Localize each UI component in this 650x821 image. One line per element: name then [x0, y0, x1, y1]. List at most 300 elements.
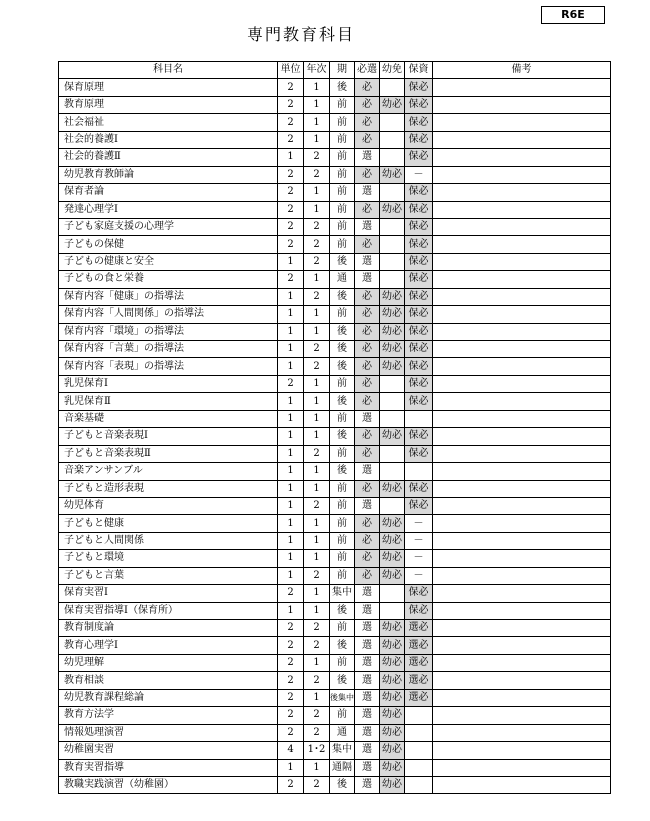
cell-required-elective: 必	[355, 236, 380, 253]
cell-required-elective: 選	[355, 585, 380, 602]
cell-remarks	[433, 166, 611, 183]
table-row	[59, 341, 611, 358]
header-year: 年次	[304, 62, 330, 79]
cell-required-elective: 選	[355, 410, 380, 427]
cell-kindergarten-license: 幼必	[380, 201, 405, 218]
cell-year: 1	[304, 306, 330, 323]
cell-kindergarten-license	[380, 114, 405, 131]
cell-kindergarten-license	[380, 79, 405, 96]
header-term: 期	[330, 62, 355, 79]
cell-required-elective: 選	[355, 253, 380, 270]
table-row	[59, 306, 611, 323]
cell-course-name: 幼児教育課程総論	[59, 689, 278, 706]
cell-credits: 2	[278, 201, 304, 218]
cell-course-name: 保育者論	[59, 184, 278, 201]
cell-kindergarten-license: 幼必	[380, 166, 405, 183]
cell-remarks	[433, 445, 611, 462]
cell-kindergarten-license: 幼必	[380, 323, 405, 340]
cell-required-elective: 選	[355, 689, 380, 706]
cell-kindergarten-license: 幼必	[380, 428, 405, 445]
table-row	[59, 236, 611, 253]
table-row	[59, 79, 611, 96]
cell-nursery-qualification: 保必	[405, 218, 433, 235]
cell-kindergarten-license	[380, 131, 405, 148]
table-row	[59, 672, 611, 689]
cell-course-name: 社会福祉	[59, 114, 278, 131]
cell-nursery-qualification: 保必	[405, 201, 433, 218]
cell-course-name: 子どもと音楽表現Ⅱ	[59, 445, 278, 462]
cell-remarks	[433, 759, 611, 776]
cell-kindergarten-license	[380, 253, 405, 270]
cell-kindergarten-license: 幼必	[380, 341, 405, 358]
cell-required-elective: 必	[355, 341, 380, 358]
table-row	[59, 288, 611, 305]
header-row	[59, 62, 611, 79]
cell-course-name: 保育内容「健康」の指導法	[59, 288, 278, 305]
cell-remarks	[433, 654, 611, 671]
cell-course-name: 教職実践演習（幼稚園）	[59, 776, 278, 793]
cell-nursery-qualification: －	[405, 166, 433, 183]
cell-kindergarten-license: 幼必	[380, 515, 405, 532]
cell-course-name: 教育方法学	[59, 707, 278, 724]
cell-nursery-qualification: 保必	[405, 375, 433, 392]
cell-term: 前	[330, 567, 355, 584]
table-row	[59, 567, 611, 584]
table-row	[59, 271, 611, 288]
cell-required-elective: 選	[355, 463, 380, 480]
cell-year: 2	[304, 166, 330, 183]
table-row	[59, 149, 611, 166]
cell-kindergarten-license: 幼必	[380, 654, 405, 671]
cell-remarks	[433, 480, 611, 497]
cell-credits: 2	[278, 707, 304, 724]
cell-course-name: 保育実習Ⅰ	[59, 585, 278, 602]
cell-year: 2	[304, 637, 330, 654]
cell-year: 1･2	[304, 742, 330, 759]
cell-credits: 1	[278, 253, 304, 270]
cell-course-name: 保育内容「人間関係」の指導法	[59, 306, 278, 323]
cell-remarks	[433, 497, 611, 514]
table-row	[59, 393, 611, 410]
header-course-name: 科目名	[59, 62, 278, 79]
cell-required-elective: 選	[355, 707, 380, 724]
cell-year: 1	[304, 184, 330, 201]
cell-credits: 2	[278, 689, 304, 706]
cell-year: 2	[304, 253, 330, 270]
cell-kindergarten-license: 幼必	[380, 358, 405, 375]
cell-term: 後	[330, 393, 355, 410]
cell-required-elective: 選	[355, 654, 380, 671]
table-row	[59, 654, 611, 671]
header-credits: 単位	[278, 62, 304, 79]
cell-nursery-qualification: 保必	[405, 585, 433, 602]
cell-term: 前	[330, 114, 355, 131]
table-row	[59, 480, 611, 497]
page-title: 専門教育科目	[247, 25, 356, 44]
cell-kindergarten-license: 幼必	[380, 707, 405, 724]
cell-nursery-qualification: 保必	[405, 480, 433, 497]
cell-nursery-qualification: 保必	[405, 393, 433, 410]
cell-term: 前	[330, 515, 355, 532]
table-row	[59, 776, 611, 793]
cell-year: 1	[304, 689, 330, 706]
cell-remarks	[433, 184, 611, 201]
cell-nursery-qualification: 保必	[405, 184, 433, 201]
cell-remarks	[433, 724, 611, 741]
cell-course-name: 保育内容「言葉」の指導法	[59, 341, 278, 358]
cell-term: 前	[330, 410, 355, 427]
cell-remarks	[433, 375, 611, 392]
table-row	[59, 497, 611, 514]
cell-nursery-qualification: 保必	[405, 358, 433, 375]
cell-remarks	[433, 567, 611, 584]
cell-term: 後	[330, 637, 355, 654]
cell-course-name: 保育内容「表現」の指導法	[59, 358, 278, 375]
cell-credits: 2	[278, 620, 304, 637]
cell-course-name: 乳児保育Ⅰ	[59, 375, 278, 392]
cell-nursery-qualification: 保必	[405, 602, 433, 619]
cell-course-name: 教育実習指導	[59, 759, 278, 776]
cell-year: 1	[304, 585, 330, 602]
cell-term: 後	[330, 341, 355, 358]
cell-term: 前	[330, 96, 355, 113]
cell-required-elective: 必	[355, 375, 380, 392]
cell-remarks	[433, 672, 611, 689]
cell-year: 1	[304, 114, 330, 131]
cell-course-name: 子どもの食と栄養	[59, 271, 278, 288]
cell-nursery-qualification: 保必	[405, 306, 433, 323]
cell-course-name: 音楽基礎	[59, 410, 278, 427]
cell-kindergarten-license	[380, 585, 405, 602]
cell-kindergarten-license: 幼必	[380, 532, 405, 549]
cell-kindergarten-license: 幼必	[380, 620, 405, 637]
cell-term: 後	[330, 323, 355, 340]
cell-credits: 2	[278, 218, 304, 235]
cell-kindergarten-license	[380, 375, 405, 392]
cell-year: 1	[304, 515, 330, 532]
cell-year: 2	[304, 707, 330, 724]
cell-required-elective: 選	[355, 218, 380, 235]
cell-kindergarten-license: 幼必	[380, 637, 405, 654]
cell-kindergarten-license: 幼必	[380, 759, 405, 776]
cell-course-name: 発達心理学Ⅰ	[59, 201, 278, 218]
table-row	[59, 323, 611, 340]
cell-kindergarten-license: 幼必	[380, 724, 405, 741]
cell-remarks	[433, 620, 611, 637]
cell-term: 前	[330, 620, 355, 637]
cell-credits: 2	[278, 114, 304, 131]
cell-required-elective: 選	[355, 759, 380, 776]
cell-course-name: 保育実習指導Ⅰ（保育所）	[59, 602, 278, 619]
cell-course-name: 子どもの保健	[59, 236, 278, 253]
cell-required-elective: 必	[355, 79, 380, 96]
cell-credits: 1	[278, 323, 304, 340]
cell-year: 2	[304, 341, 330, 358]
cell-credits: 1	[278, 428, 304, 445]
cell-kindergarten-license	[380, 236, 405, 253]
cell-required-elective: 必	[355, 550, 380, 567]
course-table	[58, 61, 611, 794]
cell-nursery-qualification: 選必	[405, 654, 433, 671]
cell-kindergarten-license	[380, 410, 405, 427]
cell-term: 後	[330, 602, 355, 619]
cell-required-elective: 必	[355, 358, 380, 375]
cell-term: 前	[330, 184, 355, 201]
cell-nursery-qualification: 保必	[405, 428, 433, 445]
cell-credits: 1	[278, 288, 304, 305]
cell-kindergarten-license	[380, 463, 405, 480]
cell-course-name: 子どもと環境	[59, 550, 278, 567]
cell-year: 2	[304, 672, 330, 689]
cell-kindergarten-license	[380, 445, 405, 462]
cell-credits: 1	[278, 567, 304, 584]
header-required-elective: 必選	[355, 62, 380, 79]
cell-term: 前	[330, 201, 355, 218]
cell-term: 前	[330, 707, 355, 724]
cell-kindergarten-license	[380, 184, 405, 201]
cell-credits: 1	[278, 410, 304, 427]
cell-year: 1	[304, 759, 330, 776]
cell-course-name: 子どもと音楽表現Ⅰ	[59, 428, 278, 445]
cell-year: 1	[304, 79, 330, 96]
cell-year: 1	[304, 532, 330, 549]
cell-course-name: 幼児教育教師論	[59, 166, 278, 183]
table-row	[59, 724, 611, 741]
cell-course-name: 教育原理	[59, 96, 278, 113]
cell-remarks	[433, 602, 611, 619]
cell-year: 1	[304, 428, 330, 445]
cell-required-elective: 必	[355, 393, 380, 410]
table-row	[59, 707, 611, 724]
cell-remarks	[433, 358, 611, 375]
cell-required-elective: 必	[355, 166, 380, 183]
cell-nursery-qualification: 保必	[405, 323, 433, 340]
cell-kindergarten-license: 幼必	[380, 288, 405, 305]
cell-nursery-qualification: 選必	[405, 672, 433, 689]
cell-credits: 1	[278, 550, 304, 567]
cell-term: 後	[330, 358, 355, 375]
cell-credits: 2	[278, 236, 304, 253]
cell-term: 前	[330, 654, 355, 671]
cell-term: 後	[330, 776, 355, 793]
cell-required-elective: 必	[355, 114, 380, 131]
cell-kindergarten-license: 幼必	[380, 689, 405, 706]
header-kindergarten-license: 幼免	[380, 62, 405, 79]
cell-required-elective: 必	[355, 131, 380, 148]
cell-course-name: 幼稚園実習	[59, 742, 278, 759]
cell-term: 後集中	[330, 689, 355, 706]
cell-term: 集中	[330, 742, 355, 759]
table-row	[59, 532, 611, 549]
cell-kindergarten-license: 幼必	[380, 480, 405, 497]
cell-year: 1	[304, 654, 330, 671]
cell-course-name: 子どもと人間関係	[59, 532, 278, 549]
header-nursery-qualification: 保資	[405, 62, 433, 79]
cell-year: 2	[304, 445, 330, 462]
cell-term: 前	[330, 166, 355, 183]
cell-nursery-qualification	[405, 707, 433, 724]
cell-credits: 1	[278, 532, 304, 549]
cell-required-elective: 必	[355, 445, 380, 462]
cell-term: 前	[330, 480, 355, 497]
cell-term: 通隔	[330, 759, 355, 776]
cell-year: 2	[304, 497, 330, 514]
cell-required-elective: 選	[355, 672, 380, 689]
cell-term: 前	[330, 236, 355, 253]
cell-credits: 1	[278, 445, 304, 462]
cell-remarks	[433, 149, 611, 166]
cell-nursery-qualification: 保必	[405, 271, 433, 288]
table-row	[59, 550, 611, 567]
table-row	[59, 602, 611, 619]
cell-remarks	[433, 253, 611, 270]
cell-year: 2	[304, 149, 330, 166]
table-row	[59, 166, 611, 183]
cell-remarks	[433, 515, 611, 532]
cell-remarks	[433, 323, 611, 340]
cell-credits: 1	[278, 306, 304, 323]
cell-required-elective: 必	[355, 288, 380, 305]
cell-required-elective: 選	[355, 776, 380, 793]
cell-course-name: 社会的養護Ⅱ	[59, 149, 278, 166]
cell-remarks	[433, 776, 611, 793]
cell-kindergarten-license	[380, 149, 405, 166]
cell-year: 2	[304, 288, 330, 305]
cell-remarks	[433, 271, 611, 288]
cell-required-elective: 必	[355, 515, 380, 532]
cell-course-name: 保育内容「環境」の指導法	[59, 323, 278, 340]
cell-term: 通	[330, 271, 355, 288]
cell-course-name: 情報処理演習	[59, 724, 278, 741]
table-row	[59, 375, 611, 392]
cell-term: 前	[330, 445, 355, 462]
cell-nursery-qualification: －	[405, 532, 433, 549]
cell-course-name: 子どもの健康と安全	[59, 253, 278, 270]
cell-term: 後	[330, 463, 355, 480]
cell-credits: 2	[278, 166, 304, 183]
cell-nursery-qualification: －	[405, 515, 433, 532]
cell-remarks	[433, 532, 611, 549]
cell-remarks	[433, 637, 611, 654]
cell-required-elective: 必	[355, 323, 380, 340]
cell-remarks	[433, 341, 611, 358]
cell-remarks	[433, 689, 611, 706]
cell-credits: 1	[278, 149, 304, 166]
cell-course-name: 教育制度論	[59, 620, 278, 637]
cell-credits: 1	[278, 463, 304, 480]
cell-required-elective: 選	[355, 602, 380, 619]
cell-remarks	[433, 585, 611, 602]
table-row	[59, 184, 611, 201]
cell-remarks	[433, 306, 611, 323]
cell-credits: 1	[278, 515, 304, 532]
cell-nursery-qualification	[405, 410, 433, 427]
cell-term: 前	[330, 497, 355, 514]
cell-year: 1	[304, 480, 330, 497]
cell-nursery-qualification: －	[405, 567, 433, 584]
cell-credits: 2	[278, 724, 304, 741]
cell-term: 後	[330, 288, 355, 305]
cell-nursery-qualification	[405, 724, 433, 741]
cell-course-name: 保育原理	[59, 79, 278, 96]
cell-kindergarten-license: 幼必	[380, 96, 405, 113]
cell-nursery-qualification: 保必	[405, 149, 433, 166]
cell-term: 後	[330, 672, 355, 689]
cell-required-elective: 必	[355, 306, 380, 323]
cell-nursery-qualification: 保必	[405, 131, 433, 148]
cell-year: 1	[304, 410, 330, 427]
table-row	[59, 201, 611, 218]
cell-term: 後	[330, 79, 355, 96]
header-remarks: 備考	[433, 62, 611, 79]
cell-nursery-qualification: 選必	[405, 620, 433, 637]
cell-term: 前	[330, 550, 355, 567]
cell-remarks	[433, 742, 611, 759]
cell-kindergarten-license	[380, 393, 405, 410]
cell-kindergarten-license	[380, 271, 405, 288]
cell-term: 後	[330, 253, 355, 270]
cell-year: 1	[304, 375, 330, 392]
cell-course-name: 社会的養護Ⅰ	[59, 131, 278, 148]
cell-credits: 2	[278, 776, 304, 793]
table-row	[59, 515, 611, 532]
cell-nursery-qualification: 保必	[405, 96, 433, 113]
cell-year: 1	[304, 96, 330, 113]
cell-remarks	[433, 463, 611, 480]
cell-year: 1	[304, 393, 330, 410]
cell-year: 2	[304, 236, 330, 253]
cell-credits: 1	[278, 759, 304, 776]
cell-year: 1	[304, 201, 330, 218]
table-row	[59, 218, 611, 235]
cell-credits: 2	[278, 585, 304, 602]
cell-remarks	[433, 201, 611, 218]
table-row	[59, 742, 611, 759]
table-row	[59, 463, 611, 480]
cell-required-elective: 選	[355, 742, 380, 759]
cell-year: 1	[304, 602, 330, 619]
cell-remarks	[433, 114, 611, 131]
cell-required-elective: 必	[355, 532, 380, 549]
cell-remarks	[433, 288, 611, 305]
cell-credits: 1	[278, 602, 304, 619]
cell-term: 前	[330, 149, 355, 166]
cell-credits: 2	[278, 184, 304, 201]
cell-credits: 2	[278, 375, 304, 392]
cell-nursery-qualification: －	[405, 550, 433, 567]
cell-nursery-qualification: 保必	[405, 341, 433, 358]
table-row	[59, 445, 611, 462]
cell-remarks	[433, 96, 611, 113]
cell-term: 前	[330, 532, 355, 549]
table-row	[59, 96, 611, 113]
cell-kindergarten-license: 幼必	[380, 672, 405, 689]
cell-required-elective: 選	[355, 637, 380, 654]
cell-nursery-qualification	[405, 742, 433, 759]
cell-term: 前	[330, 375, 355, 392]
cell-remarks	[433, 131, 611, 148]
cell-required-elective: 選	[355, 620, 380, 637]
cell-required-elective: 選	[355, 271, 380, 288]
table-row	[59, 114, 611, 131]
cell-nursery-qualification: 保必	[405, 79, 433, 96]
cell-year: 1	[304, 550, 330, 567]
cell-nursery-qualification: 選必	[405, 689, 433, 706]
cell-credits: 4	[278, 742, 304, 759]
cell-year: 1	[304, 271, 330, 288]
cell-course-name: 教育相談	[59, 672, 278, 689]
cell-year: 1	[304, 463, 330, 480]
